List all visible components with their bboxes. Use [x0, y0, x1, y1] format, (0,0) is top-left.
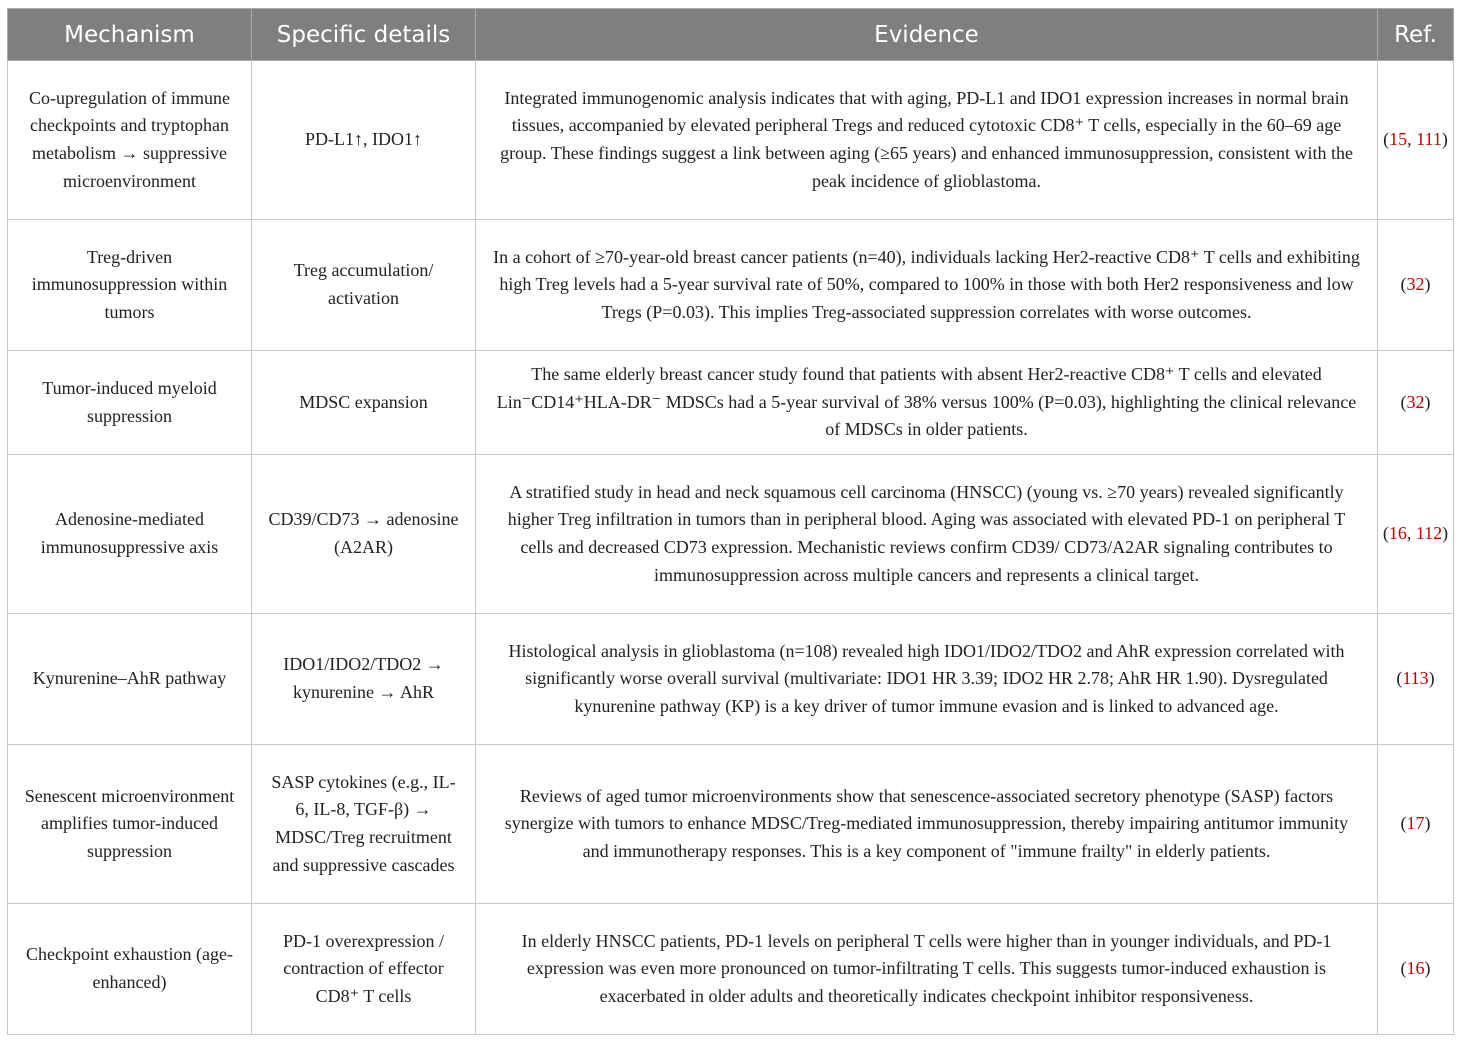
ref-cell: (15, 111) — [1378, 61, 1454, 220]
reference-link[interactable]: 32 — [1406, 274, 1425, 295]
mechanism-cell: Senescent microenvironment amplifies tumor-induced suppression — [8, 745, 252, 904]
mechanism-cell: Tumor-induced myeloid suppression — [8, 351, 252, 455]
table-row — [8, 745, 1454, 904]
table-row — [8, 220, 1454, 351]
table-row — [8, 61, 1454, 220]
mechanism-cell: Checkpoint exhaustion (age-enhanced) — [8, 904, 252, 1035]
details-cell: CD39/CD73 → adenosine (A2AR) — [252, 455, 476, 614]
header-mechanism: Mechanism — [8, 9, 252, 61]
details-cell: IDO1/IDO2/TDO2 → kynurenine → AhR — [252, 614, 476, 745]
ref-cell: (16) — [1378, 904, 1454, 1035]
ref-cell: (32) — [1378, 351, 1454, 455]
evidence-cell: A stratified study in head and neck squamous cell carcinoma (HNSCC) (young vs. ≥70 years) revealed significantly higher Treg infiltration in tumors than in peripheral blood. Aging was associated with elevated PD-1 on peripheral T cells and decreased CD73 expression. Mechanistic reviews confirm CD39/ CD73/A2AR signaling contributes to immunosuppression across multiple cancers and represents a clinical target. — [476, 455, 1378, 614]
header-evidence: Evidence — [476, 9, 1378, 61]
table-row — [8, 614, 1454, 745]
reference-link[interactable]: 15 — [1389, 129, 1408, 150]
table-row — [8, 351, 1454, 455]
details-cell: MDSC expansion — [252, 351, 476, 455]
reference-link[interactable]: 16 — [1406, 958, 1425, 979]
reference-link[interactable]: 17 — [1406, 813, 1425, 834]
ref-cell: (16, 112) — [1378, 455, 1454, 614]
mechanism-cell: Adenosine-mediated immunosuppressive axis — [8, 455, 252, 614]
ref-cell: (32) — [1378, 220, 1454, 351]
ref-cell: (113) — [1378, 614, 1454, 745]
evidence-cell: Integrated immunogenomic analysis indicates that with aging, PD-L1 and IDO1 expression increases in normal brain tissues, accompanied by elevated peripheral Tregs and reduced cytotoxic CD8⁺ T cells, especially in the 60–69 age group. These findings suggest a link between aging (≥65 years) and enhanced immunosuppression, consistent with the peak incidence of glioblastoma. — [476, 61, 1378, 220]
reference-link[interactable]: 16 — [1388, 523, 1407, 544]
reference-link[interactable]: 111 — [1416, 129, 1442, 150]
ref-cell: (17) — [1378, 745, 1454, 904]
evidence-cell: In a cohort of ≥70-year-old breast cancer patients (n=40), individuals lacking Her2-reactive CD8⁺ T cells and exhibiting high Treg levels had a 5-year survival rate of 50%, compared to 100% in those with both Her2 responsiveness and low Tregs (P=0.03). This implies Treg-associated suppression correlates with worse outcomes. — [476, 220, 1378, 351]
reference-link[interactable]: 113 — [1402, 668, 1429, 689]
reference-link[interactable]: 32 — [1406, 391, 1425, 412]
mechanisms-table — [7, 8, 1454, 1035]
evidence-cell: Histological analysis in glioblastoma (n=108) revealed high IDO1/IDO2/TDO2 and AhR expression correlated with significantly worse overall survival (multivariate: IDO1 HR 3.39; IDO2 HR 2.78; AhR HR 1.90). Dysregulated kynurenine pathway (KP) is a key driver of tumor immune evasion and is linked to advanced age. — [476, 614, 1378, 745]
table-row — [8, 455, 1454, 614]
header-ref: Ref. — [1378, 9, 1454, 61]
evidence-cell: In elderly HNSCC patients, PD-1 levels on peripheral T cells were higher than in younger individuals, and PD-1 expression was even more pronounced on tumor-infiltrating T cells. This suggests tumor-induced exhaustion is exacerbated in older adults and theoretically indicates checkpoint inhibitor responsiveness. — [476, 904, 1378, 1035]
table-row — [8, 904, 1454, 1035]
details-cell: PD-1 overexpression / contraction of effector CD8⁺ T cells — [252, 904, 476, 1035]
mechanism-cell: Co-upregulation of immune checkpoints and tryptophan metabolism → suppressive microenvironment — [8, 61, 252, 220]
evidence-cell: Reviews of aged tumor microenvironments show that senescence-associated secretory phenotype (SASP) factors synergize with tumors to enhance MDSC/Treg-mediated immunosuppression, thereby impairing antitumor immunity and immunotherapy responses. This is a key component of "immune frailty" in elderly patients. — [476, 745, 1378, 904]
evidence-cell: The same elderly breast cancer study found that patients with absent Her2-reactive CD8⁺ T cells and elevated Lin⁻CD14⁺HLA-DR⁻ MDSCs had a 5-year survival of 38% versus 100% (P=0.03), highlighting the clinical relevance of MDSCs in older patients. — [476, 351, 1378, 455]
details-cell: Treg accumulation/ activation — [252, 220, 476, 351]
mechanism-cell: Treg-driven immunosuppression within tumors — [8, 220, 252, 351]
reference-link[interactable]: 112 — [1415, 523, 1443, 544]
details-cell: SASP cytokines (e.g., IL-6, IL-8, TGF-β) → MDSC/Treg recruitment and suppressive cascades — [252, 745, 476, 904]
mechanism-cell: Kynurenine–AhR pathway — [8, 614, 252, 745]
details-cell: PD-L1↑, IDO1↑ — [252, 61, 476, 220]
header-row — [8, 9, 1454, 61]
header-specific-details: Specific details — [252, 9, 476, 61]
